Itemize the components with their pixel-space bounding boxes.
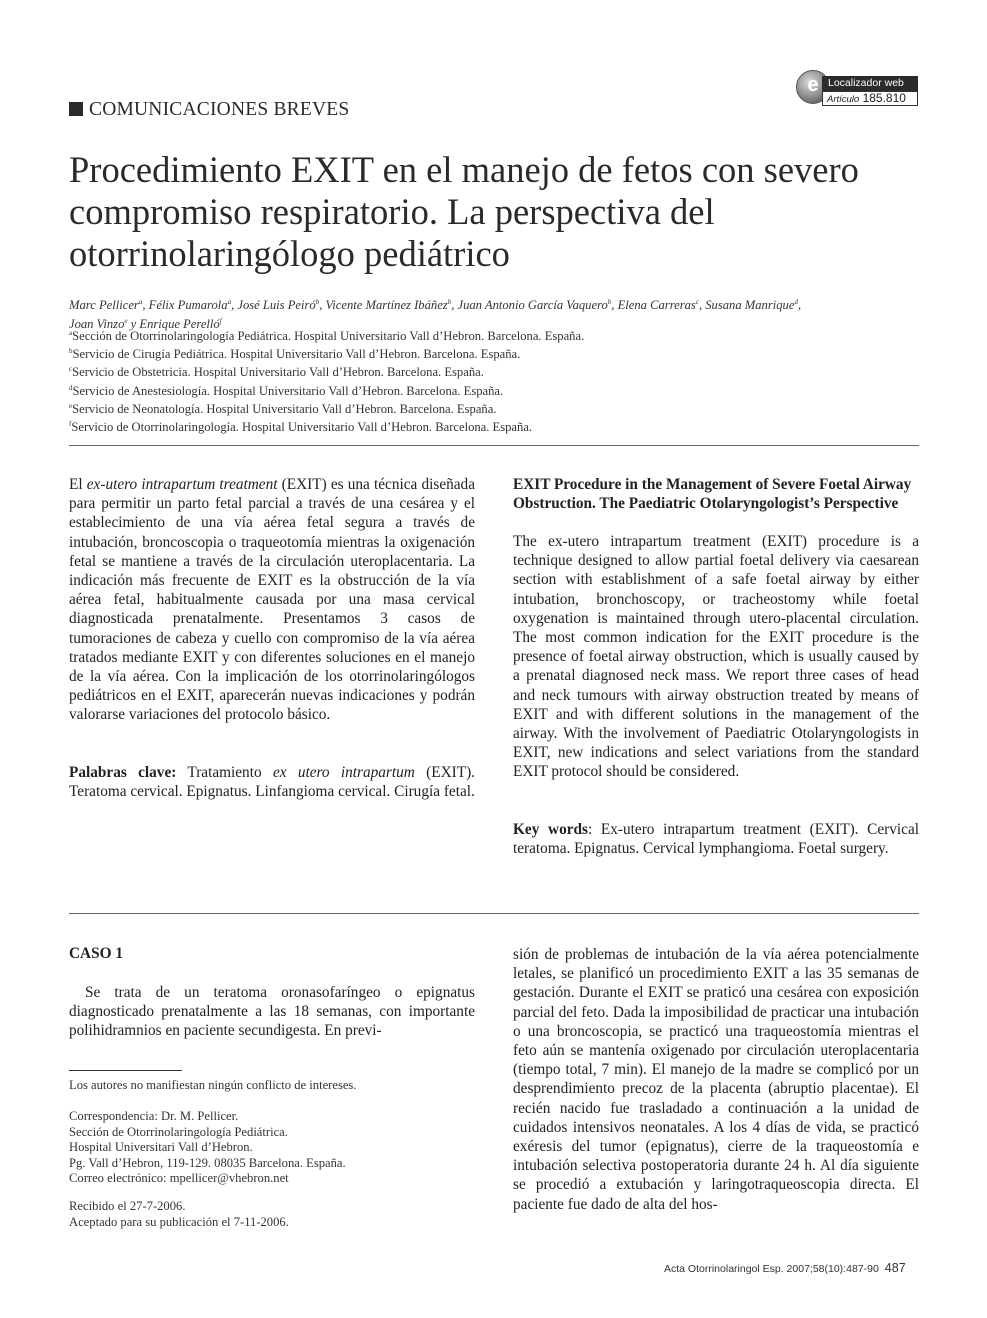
author-affiliation-mark: b — [607, 298, 612, 306]
affiliation-mark: a — [69, 329, 73, 337]
author-separator: , — [611, 298, 618, 313]
article-number: 185.810 — [862, 91, 906, 105]
affiliation-line — [69, 399, 929, 417]
page-number: 487 — [884, 1261, 906, 1275]
author-separator: , — [319, 298, 326, 313]
case1-paragraph-left: Se trata de un teratoma oronasofaríngeo o epignatus diagnosticado prenatalmente a las 18 semanas, con importante polihidramnios en paciente secundigesta. En previ- — [69, 984, 475, 1040]
correspondence-line: Correspondencia: Dr. M. Pellicer. — [69, 1109, 239, 1123]
affiliation-text: Servicio de Neonatología. Hospital Universitario Vall d’Hebron. Barcelona. España. — [72, 401, 497, 416]
affiliation-text: Servicio de Cirugía Pediátrica. Hospital Universitario Vall d’Hebron. Barcelona. España. — [72, 347, 521, 362]
conflict-note: Los autores no manifiestan ningún conflicto de intereses. — [69, 1078, 357, 1092]
keywords-en-text: : Ex-utero intrapartum treatment (EXIT). Cervical teratoma. Epignatus. Cervical lymphangioma. Foetal surgery. — [513, 821, 919, 858]
correspondence-line: Correo electrónico: mpellicer@vhebron.net — [69, 1171, 289, 1185]
article-locator — [822, 91, 918, 106]
abstract-en-body: The ex-utero intrapartum treatment (EXIT) procedure is a technique designed to allow partial foetal delivery via caesarean section with establishment of a safe foetal airway by either intubation, bronchoscopy, or tracheostomy while foetal oxygenation is maintained through utero-placental circulation. The most common indication for the EXIT procedure is the presence of foetal airway obstruction, which is usually caused by a prenatal diagnosed neck mass. We report three cases of head and neck tumours with airway obstruction treated by means of EXIT and with different solutions in the management of the airway. With the involvement of Paediatric Otolaryngologists in EXIT, new indications and select variations from the standard EXIT protocol should be considered. — [513, 533, 919, 781]
case1-paragraph-right: sión de problemas de intubación de la vía aérea potencialmente letales, se planificó un procedimiento EXIT a las 35 semanas de gestación. Durante el EXIT se praticó una cesárea con exposición parcial del feto. Dada la imposibilidad de practicar una intubación o una broncoscopia, se practicó una traqueostomía mientras el feto aún se mantenía oxigenado por circulación uteroplacentaria (tiempo total, 7 min). El manejo de la madre se complicó por un desprendimiento precoz de la placenta (abruptio placentae). El recién nacido fue trasladado a continuación a la unidad de cuidados intensivos neonatales. A los 4 días de vida, se practicó exéresis del tumor (epignatus), cierre de la traqueostomía e intubación selectiva postoperatoria durante 24 h. Al día siguiente se procedió a extubación y laringotraqueoscopia directa. El paciente fue dado de alta del hos- — [513, 946, 919, 1213]
author-name: Juan Antonio García Vaquero — [457, 298, 608, 313]
affiliation-line — [69, 417, 929, 435]
author-affiliation-mark: a — [227, 298, 232, 306]
affiliation-text: Servicio de Anestesiología. Hospital Universitario Vall d’Hebron. Barcelona. España. — [72, 383, 504, 398]
affiliation-mark: b — [69, 347, 73, 356]
affiliation-line — [69, 326, 929, 344]
date-line: Recibido el 27-7-2006. — [69, 1199, 186, 1213]
web-locator-badge — [796, 70, 920, 108]
keywords-es — [69, 763, 475, 801]
e-logo-icon: e — [796, 70, 830, 104]
locator-label: Localizador web — [822, 76, 918, 91]
date-line: Aceptado para su publicación el 7-11-2006. — [69, 1214, 289, 1229]
author-affiliation-mark: a — [138, 298, 143, 306]
dates-block — [69, 1199, 469, 1230]
section-heading — [69, 99, 349, 121]
author-affiliation-mark: d — [794, 298, 798, 306]
abstract-es-term: ex-utero intrapartum treatment — [86, 476, 278, 493]
affiliation-line — [69, 381, 929, 399]
correspondence-line: Sección de Otorrinolaringología Pediátrica. — [69, 1124, 288, 1139]
author-name: Marc Pellicer — [69, 298, 139, 313]
article-title: Procedimiento EXIT en el manejo de fetos con severo compromiso respiratorio. La perspectiva del otorrinolaringólogo pediátrico — [69, 149, 859, 274]
square-bullet-icon — [69, 102, 83, 116]
affiliation-line — [69, 344, 929, 362]
author-affiliation-mark: f — [219, 317, 222, 326]
keywords-es-post: (EXIT). Teratoma cervical. Epignatus. Linfangioma cervical. Cirugía fetal. — [69, 764, 475, 801]
abstract-es — [69, 475, 475, 725]
affiliation-text: Sección de Otorrinolaringología Pediátrica. Hospital Universitario Vall d’Hebron. Barcelona. España. — [72, 329, 585, 344]
author-separator: , — [797, 298, 802, 313]
author-affiliation-mark: e — [124, 317, 128, 326]
author-affiliation-mark: b — [447, 298, 452, 306]
affiliation-text: Servicio de Otorrinolaringología. Hospital Universitario Vall d’Hebron. Barcelona. España. — [71, 420, 533, 435]
keywords-es-pre: Tratamiento — [176, 764, 273, 781]
author-name: Susana Manrique — [705, 298, 795, 313]
correspondence-line: Hospital Universitari Vall d’Hebron. — [69, 1140, 253, 1154]
keywords-en — [513, 820, 919, 858]
author-separator: , — [142, 298, 149, 313]
author-name: Joan Vinzo — [69, 317, 125, 332]
abstract-es-intro: El — [69, 476, 87, 493]
correspondence-line: Pg. Vall d’Hebron, 119-129. 08035 Barcelona. España. — [69, 1155, 346, 1170]
author-affiliation-mark: b — [315, 298, 320, 306]
case1-heading: CASO 1 — [69, 945, 123, 962]
correspondence-block — [69, 1109, 469, 1187]
author-affiliation-mark: c — [695, 298, 699, 306]
author-name: Félix Pumarola — [148, 298, 228, 313]
keywords-en-label: Key words — [513, 821, 588, 838]
affiliation-mark: c — [69, 365, 73, 374]
author-separator: , — [698, 298, 706, 313]
divider-top — [69, 445, 919, 446]
author-separator: y — [127, 317, 140, 332]
journal-citation: Acta Otorrinolaringol Esp. 2007;58(10):487-90 — [664, 1263, 879, 1275]
page-footer — [664, 1261, 906, 1275]
affiliation-mark: f — [69, 419, 72, 428]
footnote-rule — [69, 1070, 182, 1071]
author-name: Elena Carreras — [617, 298, 696, 313]
divider-bottom — [69, 913, 919, 914]
author-separator: , — [231, 298, 238, 313]
keywords-es-term: ex utero intrapartum — [272, 764, 415, 781]
affiliation-line — [69, 362, 929, 380]
abstract-en-title: EXIT Procedure in the Management of Severe Foetal Airway Obstruction. The Paediatric Otolaryngologist’s Perspective — [513, 476, 912, 513]
affiliation-mark: e — [69, 401, 73, 410]
keywords-es-label: Palabras clave: — [69, 764, 177, 781]
abstract-es-body: (EXIT) es una técnica diseñada para permitir un parto fetal parcial a través de una cesárea y el establecimiento de una vía aérea fetal segura a través de intubación, broncoscopia o traqueotomía mientras la oxigenación fetal se mantiene a través de la circulación uteroplacentaria. La indicación más frecuente de EXIT es la obstrucción de la vía aérea fetal, habitualmente causada por una masa cervical diagnosticada prenatalmente. Presentamos 3 casos de tumoraciones de cabeza y cuello con compromiso de la vía aérea tratados mediante EXIT y con diferentes soluciones en el manejo de la vía aérea. Con la implicación de los otorrinolaringólogos pediátricos en el EXIT, aparecerán nuevas indicaciones y podrán valorarse variaciones del protocolo básico. — [69, 476, 475, 724]
author-name: Vicente Martínez Ibáñez — [325, 298, 448, 313]
abstract-en — [513, 532, 919, 782]
section-label: COMUNICACIONES BREVES — [89, 99, 350, 120]
author-name: José Luis Peiró — [237, 298, 316, 313]
article-label: Artículo — [827, 94, 860, 105]
affiliation-list — [69, 326, 929, 435]
affiliation-text: Servicio de Obstetricia. Hospital Universitario Vall d’Hebron. Barcelona. España. — [72, 365, 484, 380]
affiliation-mark: d — [69, 383, 73, 392]
author-name: Enrique Perelló — [139, 317, 220, 332]
author-separator: , — [451, 298, 458, 313]
